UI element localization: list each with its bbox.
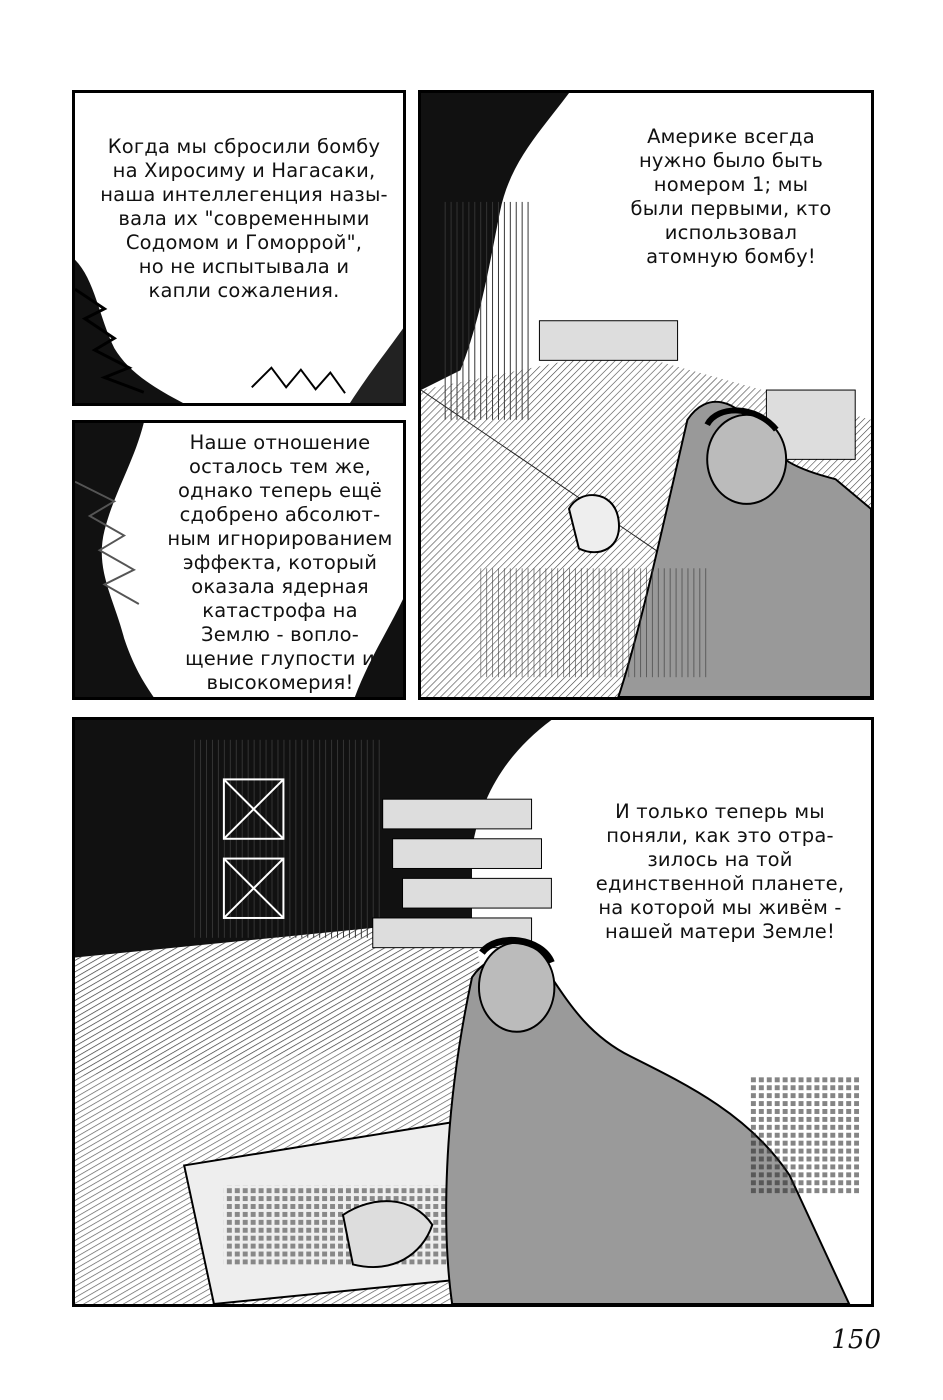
narration-caption: Когда мы сбросили бомбу на Хиросиму и Нагасаки, наша интеллегенция назы- вала их "современными Содомом и Гоморрой", но не испытывала и капли сожаления. — [100, 135, 388, 302]
speech-caption: И только теперь мы поняли, как это отра- зилось на той единственной планете, на которой мы живём - нашей матери Земле! — [580, 800, 860, 944]
speech-caption: Америке всегда нужно было быть номером 1; мы были первыми, кто использовал атомную бомбу! — [601, 125, 861, 269]
narration-caption: Наше отношение осталось тем же, однако теперь ещё сдобрено абсолют- ным игнорированием эффекта, который оказала ядерная катастрофа на Землю - вопло- щение глупости и высокомерия! — [167, 431, 393, 694]
page-number: 150 — [831, 1325, 881, 1355]
panel-bottom-speech — [72, 717, 874, 1307]
panel-middle-left — [72, 420, 406, 700]
panel-top-left — [72, 90, 406, 406]
panel-right-speech — [418, 90, 874, 700]
